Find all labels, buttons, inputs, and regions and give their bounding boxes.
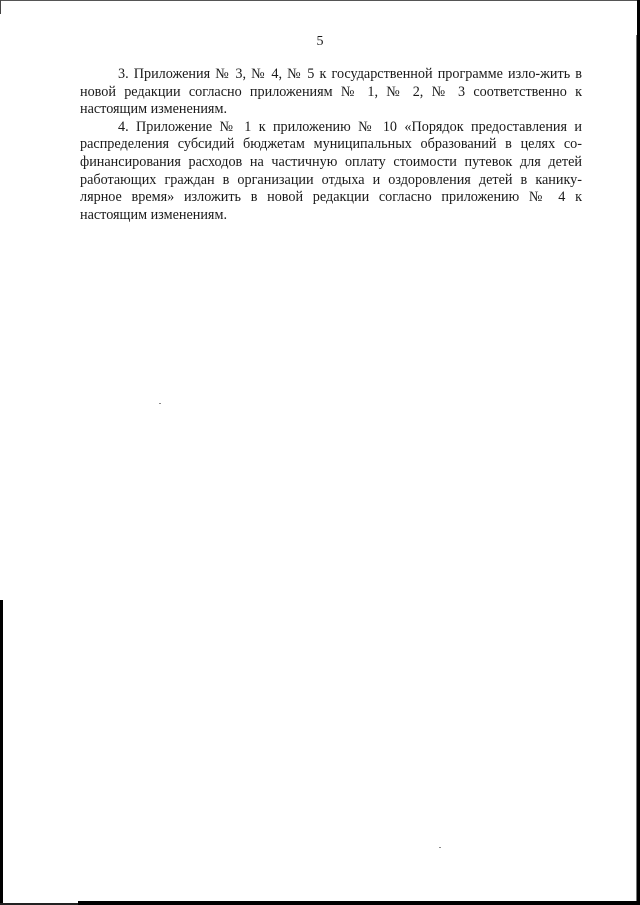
scan-speck — [159, 403, 161, 404]
scan-border-top — [0, 0, 640, 1]
scan-border-right-inner — [636, 35, 637, 905]
scan-border-left-top — [0, 0, 1, 14]
scan-border-bottom — [78, 901, 640, 905]
paragraph-4: 4. Приложение № 1 к приложению № 10 «Порядок предоставления и распределения субсидий бюджетам муниципальных образований в целях со-финансирования расходов на частичную оплату стоимости путевок для детей работающих граждан в организации отдыха и оздоровления детей в канику-лярное время» изложить в новой редакции согласно приложению № 4 к настоящим изменениям. — [80, 118, 582, 223]
paragraph-3: 3. Приложения № 3, № 4, № 5 к государственной программе изло-жить в новой редакции согласно приложениям № 1, № 2, № 3 соответственно к настоящим изменениям. — [80, 66, 582, 118]
document-body — [80, 66, 582, 224]
scan-speck — [439, 847, 441, 848]
page-number: 5 — [316, 34, 324, 49]
scan-border-left — [0, 600, 3, 905]
